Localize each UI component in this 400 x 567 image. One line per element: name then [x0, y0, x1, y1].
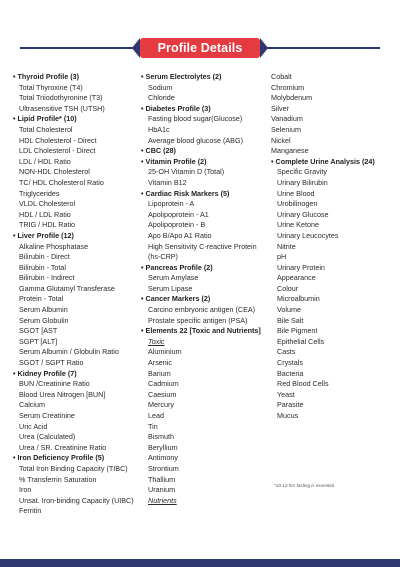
profile-section-heading: • Pancreas Profile (2) — [141, 263, 275, 274]
test-item: Serum Albumin / Globulin Ratio — [19, 347, 119, 357]
test-item: NON-HDL Cholesterol — [19, 167, 90, 177]
test-item: Specific Gravity — [277, 167, 327, 177]
test-item: Urinary Bilirubin — [277, 177, 328, 187]
test-item: % Transferrin Saturation — [19, 474, 97, 484]
test-item: Average blood glucose (ABG) — [148, 135, 243, 145]
test-item: Epithelial Cells — [277, 336, 325, 346]
profile-section-heading: • Iron Deficiency Profile (5) — [13, 453, 145, 464]
page-title: Profile Details — [157, 41, 243, 55]
test-item: HbA1c — [148, 124, 170, 134]
profile-column-2 — [141, 72, 275, 506]
test-item: Bacteria — [277, 368, 304, 378]
test-item: High Sensitivity C-reactive Protein — [148, 241, 257, 251]
test-item: HDL Cholesterol - Direct — [19, 135, 97, 145]
test-item: Lead — [148, 411, 164, 420]
test-item: Strontium — [148, 463, 179, 473]
test-item: Bile Salt — [277, 315, 304, 325]
test-item: Urinary Leucocytes — [277, 230, 339, 240]
profile-section-heading: • Thyroid Profile (3) — [13, 72, 145, 83]
profile-section-heading: • Complete Urine Analysis (24) — [271, 157, 396, 168]
test-item: Parasite — [277, 400, 304, 410]
test-item: Apolipoprotein - A1 — [148, 209, 209, 219]
test-item: Triglycerides — [19, 188, 60, 198]
test-item: Ultrasensitive TSH (UTSH) — [19, 103, 105, 113]
test-item: Bilirubin - Indirect — [19, 273, 75, 283]
test-item: SGOT / SGPT Ratio — [19, 358, 84, 368]
test-item: Calcium — [19, 400, 45, 410]
test-item: pH — [277, 252, 287, 262]
test-item: Vitamin B12 — [148, 177, 187, 187]
test-item: Mercury — [148, 400, 174, 410]
test-item: Bilirubin - Total — [19, 262, 67, 272]
test-item: Serum Amylase — [148, 273, 199, 283]
test-item: Casts — [277, 347, 296, 357]
subgroup-label: Nutrients — [148, 495, 177, 505]
test-item: Iron — [19, 485, 32, 495]
test-item: Urinary Protein — [277, 262, 325, 272]
test-item: BUN /Creatinine Ratio — [19, 379, 90, 389]
test-item: Apolipoprotein - B — [148, 220, 206, 230]
test-item: HDL / LDL Ratio — [19, 209, 71, 219]
test-item: Antimony — [148, 453, 178, 463]
test-item: Uranium — [148, 485, 176, 495]
test-item: Urinary Glucose — [277, 209, 329, 219]
test-item: TRIG / HDL Ratio — [19, 220, 76, 230]
profile-section-heading: • Kidney Profile (7) — [13, 369, 145, 380]
test-item: Arsenic — [148, 358, 172, 368]
test-item: Carcino embryonic antigen (CEA) — [148, 305, 256, 315]
test-item: Nickel — [271, 135, 291, 145]
test-item: Molybdenum — [271, 93, 313, 103]
profile-column-3 — [271, 72, 396, 422]
header-line-right — [255, 47, 380, 49]
test-item: Unsat. Iron-binding Capacity (UIBC) — [19, 495, 134, 505]
test-item: Blood Urea Nitrogen [BUN] — [19, 389, 106, 399]
test-item: Caesium — [148, 389, 177, 399]
footer-bar — [0, 559, 400, 567]
test-item: Prostate specific antigen (PSA) — [148, 315, 248, 325]
test-item: Total Iron Binding Capacity (TIBC) — [19, 463, 128, 473]
test-item: Chromium — [271, 82, 305, 92]
profile-section-heading: • Serum Electrolytes (2) — [141, 72, 275, 83]
test-item: Gamma Glutamyl Transferase — [19, 283, 115, 293]
test-item: Cobalt — [271, 72, 292, 81]
test-item: Vanadium — [271, 114, 303, 124]
test-item: Bilirubin - Direct — [19, 252, 70, 262]
test-item: Serum Creatinine — [19, 411, 75, 420]
test-item: Volume — [277, 305, 301, 315]
test-item: Uric Acid — [19, 421, 48, 431]
profile-section-heading: • Liver Profile (12) — [13, 231, 145, 242]
test-item: Appearance — [277, 273, 316, 283]
test-item: Crystals — [277, 358, 303, 368]
test-item: Silver — [271, 103, 289, 113]
test-item: Bismuth — [148, 432, 174, 442]
test-item: Manganese — [271, 146, 309, 156]
test-item: Lipoprotein - A — [148, 199, 195, 209]
profile-section-heading: • Diabetes Profile (3) — [141, 104, 275, 115]
test-item: Aluminium — [148, 347, 182, 357]
test-item: LDL Cholesterol - Direct — [19, 146, 96, 156]
test-item: Alkaline Phosphatase — [19, 241, 89, 251]
profile-section-heading: • Elements 22 [Toxic and Nutrients] — [141, 326, 275, 337]
test-item: VLDL Cholesterol — [19, 199, 76, 209]
profile-section-heading: • Vitamin Profile (2) — [141, 157, 275, 168]
subgroup-label: Toxic — [148, 336, 165, 346]
test-item: Apo B/Apo A1 Ratio — [148, 230, 212, 240]
header-line-left — [20, 47, 145, 49]
test-item: LDL / HDL Ratio — [19, 156, 71, 166]
test-item: Urea / SR. Creatinine Ratio — [19, 442, 107, 452]
test-item: Ferritin — [19, 506, 42, 516]
test-item: Microalbumin — [277, 294, 320, 304]
test-item: SGPT [ALT] — [19, 336, 58, 346]
test-item: Serum Albumin — [19, 305, 68, 315]
test-item: Urine Blood — [277, 188, 315, 198]
test-item: Chloride — [148, 93, 175, 103]
test-item: Red Blood Cells — [277, 379, 329, 389]
test-item: Bile Pigment — [277, 326, 318, 336]
profile-section-heading: • Cardiac Risk Markers (5) — [141, 189, 275, 200]
test-item: Thallium — [148, 474, 176, 484]
test-item: Urobilinogen — [277, 199, 318, 209]
test-item: (hs-CRP) — [148, 252, 178, 262]
test-item: Serum Globulin — [19, 315, 69, 325]
test-item: Total Cholesterol — [19, 124, 73, 134]
test-item: Selenium — [271, 124, 301, 134]
profile-section-heading: • Cancer Markers (2) — [141, 294, 275, 305]
test-item: Protein - Total — [19, 294, 64, 304]
test-item: Cadmium — [148, 379, 179, 389]
profile-column-1 — [13, 72, 145, 517]
test-item: Nitrite — [277, 241, 296, 251]
test-item: Total Triiodothyronine (T3) — [19, 93, 103, 103]
test-item: SGOT [AST — [19, 326, 58, 336]
profile-section-heading: • Lipid Profile* (10) — [13, 114, 145, 125]
test-item: Yeast — [277, 389, 295, 399]
test-item: Tin — [148, 421, 158, 431]
fasting-footnote: *10-12 hrs fasting is essential — [274, 483, 335, 488]
test-item: Serum Lipase — [148, 283, 193, 293]
test-item: Colour — [277, 283, 299, 293]
profile-section-heading: • CBC (28) — [141, 146, 275, 157]
test-item: Total Thyroxine (T4) — [19, 82, 83, 92]
header-banner — [140, 38, 260, 58]
test-item: Mucus — [277, 411, 299, 420]
test-item: Beryllium — [148, 442, 178, 452]
test-item: Fasting blood sugar(Glucose) — [148, 114, 243, 124]
test-item: Urine Ketone — [277, 220, 319, 230]
test-item: 25-OH Vitamin D (Total) — [148, 167, 225, 177]
test-item: Barium — [148, 368, 171, 378]
test-item: Urea (Calculated) — [19, 432, 76, 442]
test-item: TC/ HDL Cholesterol Ratio — [19, 177, 104, 187]
test-item: Sodium — [148, 82, 173, 92]
